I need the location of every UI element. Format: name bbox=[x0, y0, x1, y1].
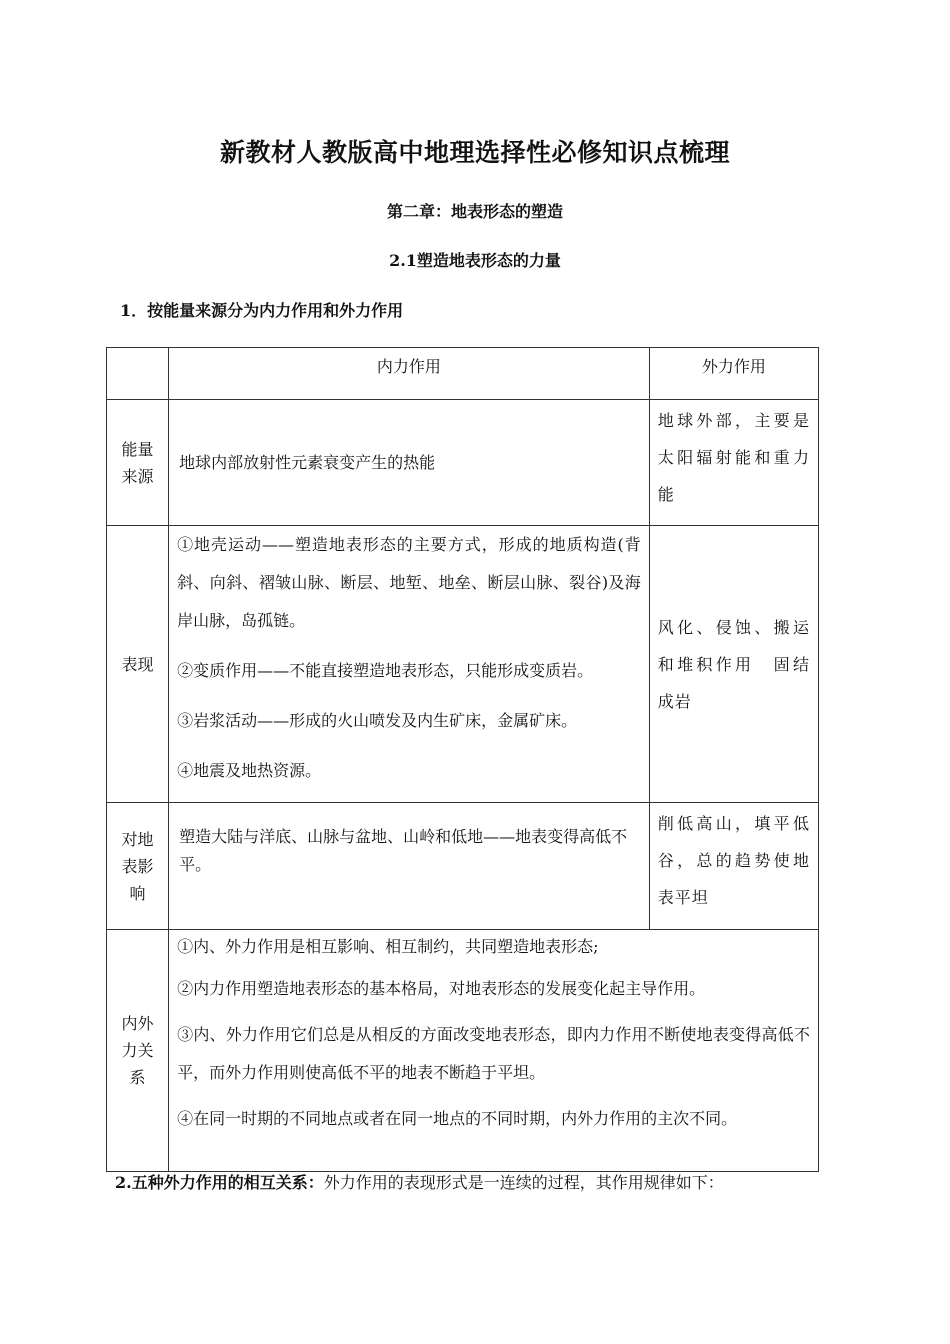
impact-external-cell: 削低高山，填平低谷，总的趋势使地表平坦 bbox=[649, 803, 818, 930]
energy-internal-cell: 地球内部放射性元素衰变产生的热能 bbox=[169, 400, 650, 526]
document-title: 新教材人教版高中地理选择性必修知识点梳理 bbox=[219, 138, 730, 167]
table-row-impact bbox=[107, 803, 819, 930]
table-row-relation bbox=[107, 930, 819, 1172]
header-empty-cell bbox=[107, 348, 169, 400]
relation-item: ②内力作用塑造地表形态的基本格局，对地表形态的发展变化起主导作用。 bbox=[177, 979, 706, 998]
expression-internal-cell bbox=[169, 526, 650, 803]
table-row-energy bbox=[107, 400, 819, 526]
expression-item: ①地壳运动——塑造地表形态的主要方式，形成的地质构造(背斜、向斜、褶皱山脉、断层、地堑、地垒、断层山脉、裂谷)及海岸山脉，岛孤链。 bbox=[177, 535, 641, 630]
row-label-expression: 表现 bbox=[107, 526, 169, 803]
row-label-relation: 内外力关系 bbox=[107, 930, 169, 1172]
comparison-table bbox=[106, 347, 819, 1172]
expression-item: ③岩浆活动——形成的火山喷发及内生矿床，金属矿床。 bbox=[177, 711, 578, 730]
relation-item: ①内、外力作用是相互影响、相互制约，共同塑造地表形态; bbox=[177, 937, 599, 956]
table-header-row bbox=[107, 348, 819, 400]
header-external-force: 外力作用 bbox=[649, 348, 818, 400]
expression-item: ④地震及地热资源。 bbox=[177, 761, 322, 780]
subheading-external-relations-bold: 2.五种外力作用的相互关系： bbox=[115, 1173, 324, 1192]
expression-item: ②变质作用——不能直接塑造地表形态，只能形成变质岩。 bbox=[177, 661, 594, 680]
section-heading: 2.1塑造地表形态的力量 bbox=[389, 251, 561, 270]
energy-external-cell: 地球外部，主要是太阳辐射能和重力能 bbox=[649, 400, 818, 526]
relation-item: ④在同一时期的不同地点或者在同一地点的不同时期，内外力作用的主次不同。 bbox=[177, 1109, 738, 1128]
header-internal-force: 内力作用 bbox=[169, 348, 650, 400]
row-label-impact: 对地表影响 bbox=[107, 803, 169, 930]
chapter-heading: 第二章：地表形态的塑造 bbox=[386, 202, 563, 221]
relation-item: ③内、外力作用它们总是从相反的方面改变地表形态，即内力作用不断使地表变得高低不平，而外力作用则使高低不平的地表不断趋于平坦。 bbox=[177, 1025, 810, 1082]
subheading-energy-source: 1．按能量来源分为内力作用和外力作用 bbox=[120, 301, 404, 320]
relation-cell bbox=[169, 930, 819, 1172]
impact-internal-cell: 塑造大陆与洋底、山脉与盆地、山岭和低地——地表变得高低不平。 bbox=[169, 803, 650, 930]
table-row-expression bbox=[107, 526, 819, 803]
row-label-energy: 能量来源 bbox=[107, 400, 169, 526]
subheading-external-relations-text: 外力作用的表现形式是一连续的过程，其作用规律如下： bbox=[323, 1173, 724, 1192]
expression-external-cell: 风化、侵蚀、搬运和堆积作用 固结成岩 bbox=[649, 526, 818, 803]
subheading-external-relations bbox=[115, 1170, 724, 1193]
